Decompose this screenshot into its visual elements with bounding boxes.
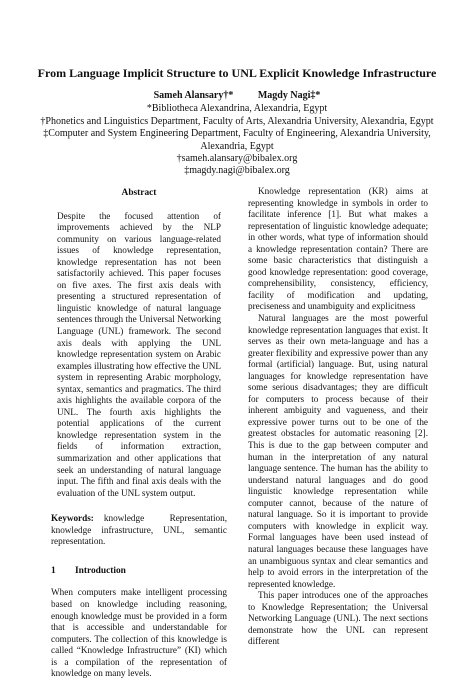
section-number: 1 bbox=[51, 565, 56, 576]
left-column bbox=[51, 188, 227, 680]
right-column bbox=[248, 186, 428, 648]
author-email: †sameh.alansary@bibalex.org bbox=[176, 153, 298, 165]
affiliation-line: ‡Computer and System Engineering Department, Faculty of Engineering, Alexandria University, Alexandria, Egypt bbox=[43, 128, 431, 152]
abstract-text: Despite the focused attention of improvements achieved by the NLP community on various language-related issues of knowledge representation, knowledge representation has not been satisfactorily achieved. This paper focuses on five axes. The first axis deals with presenting a structured representation of linguistic knowledge of natural language sentences through the Universal Networking Language (UNL) framework. The second axis deals with applying the UNL knowledge representation system on Arabic examples illustrating how effective the UNL system in representing Arabic morphology, syntax, semantics and pragmatics. The third axis highlights the available corpora of the UNL. The fourth axis highlights the potential applications of the current knowledge representation system in the fields of information extraction, summarization and other applications that seek an understanding of natural language input. The fifth and final axis deals with the evaluation of the UNL system output. bbox=[57, 210, 221, 498]
section-title: Introduction bbox=[75, 565, 126, 576]
keywords-text: knowledge Representation, knowledge infrastructure, UNL, semantic representation. bbox=[51, 513, 227, 547]
author-names bbox=[30, 90, 444, 102]
author-block bbox=[30, 90, 444, 178]
paper-title: From Language Implicit Structure to UNL Explicit Knowledge Infrastructure bbox=[37, 66, 437, 80]
affiliation-line: *Bibliotheca Alexandrina, Alexandria, Egypt bbox=[146, 103, 328, 115]
body-paragraph: Knowledge representation (KR) aims at representing knowledge in symbols in order to facilitate inference [1]. But what makes a representation of linguistic knowledge adequate; in other words, what type of information should a knowledge representation contain? There are some basic characteristics that distinguish a good knowledge representation: good coverage, comprehensibility, consistency, efficiency, facility of modification and updating, preciseness and unambiguity and explicitness bbox=[248, 186, 428, 312]
intro-paragraph: When computers make intelligent processing based on knowledge including reasoning, enough knowledge must be provided in a form that is accessible and understandable for computers. The collection of this knowledge is called “Knowledge Infrastructure” (KI) which is a compilation of the representation of knowledge on many levels. bbox=[51, 587, 227, 679]
author-name: Magdy Nagi‡* bbox=[257, 90, 321, 101]
abstract-heading: Abstract bbox=[121, 188, 157, 198]
keywords-label: Keywords: bbox=[51, 513, 94, 524]
section-heading-introduction bbox=[51, 566, 227, 578]
body-paragraph: This paper introduces one of the approaches to Knowledge Representation; the Universal Networking Language (UNL). The next sections demonstrate how the UNL can represent different bbox=[248, 590, 428, 647]
affiliation-line: †Phonetics and Linguistics Department, Faculty of Arts, Alexandria University, Alexandria, Egypt bbox=[40, 115, 434, 127]
keywords bbox=[51, 513, 227, 548]
author-name: Sameh Alansary†* bbox=[153, 90, 234, 101]
body-paragraph: Natural languages are the most powerful knowledge representation languages that exist. It serves as their own meta-language and has a greater flexibility and expressive power than any formal (artificial) language. But, using natural languages for knowledge representation have some serious disadvantages; they are difficult for computers to process because of their inherent ambiguity and vagueness, and their expressive power turns out to be one of the greatest obstacles for automatic reasoning [2]. This is due to the gap between computer and human in the interpretation of any natural language sentence. The human has the ability to understand natural languages and do good linguistic knowledge representation while computer cannot, because of the nature of natural language. So it is important to provide computers with knowledge in explicit way. Formal languages have been used instead of natural languages because these languages have an unambiguous syntax and clear semantics and help to avoid errors in the interpretation of the represented knowledge. bbox=[248, 313, 428, 589]
author-email: ‡magdy.nagi@bibalex.org bbox=[184, 165, 290, 177]
